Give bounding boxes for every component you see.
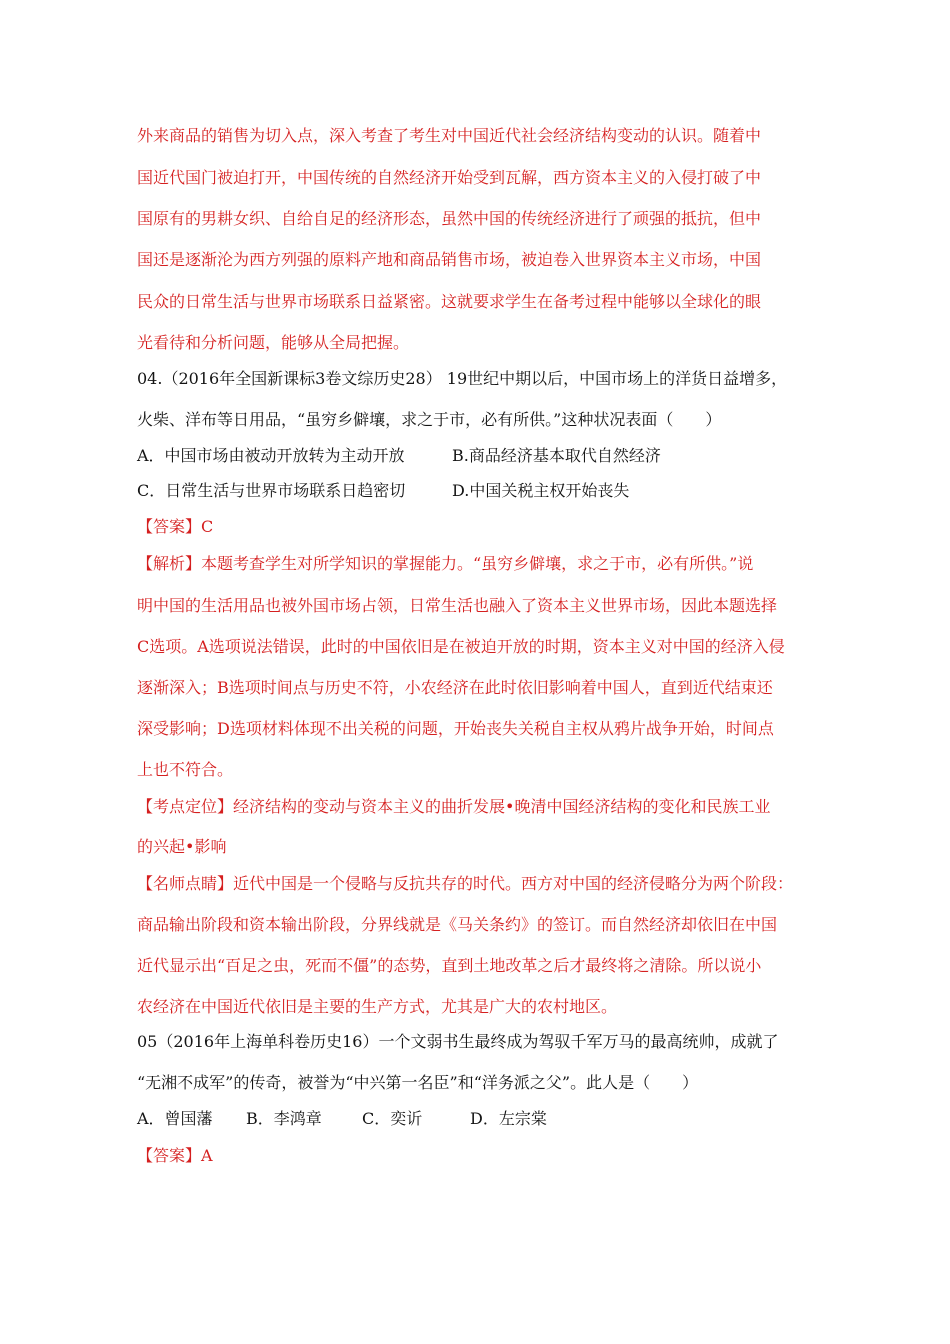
commentary-line: 民众的日常生活与世界市场联系日益紧密。这就要求学生在备考过程中能够以全球化的眼 [137, 292, 762, 311]
exam-point-line: 的兴起•影响 [137, 837, 227, 856]
analysis-line: 【解析】本题考查学生对所学知识的掌握能力。“虽穷乡僻壤，求之于市，必有所供。”说 [137, 554, 754, 573]
question-stem-line: 05（2016年上海单科卷历史16）一个文弱书生最终成为驾驭千军万马的最高统帅，成就了 [137, 1032, 779, 1051]
commentary-line: 国还是逐渐沦为西方列强的原料产地和商品销售市场，被迫卷入世界资本主义市场，中国 [137, 250, 762, 269]
option-a: A．中国市场由被动开放转为主动开放 [137, 446, 405, 465]
analysis-line: C选项。A选项说法错误，此时的中国依旧是在被迫开放的时期，资本主义对中国的经济入侵 [137, 637, 785, 656]
analysis-line: 逐渐深入；B选项时间点与历史不符，小农经济在此时依旧影响着中国人，直到近代结束还 [137, 678, 773, 697]
commentary-line: 国近代国门被迫打开，中国传统的自然经济开始受到瓦解，西方资本主义的入侵打破了中 [137, 168, 762, 187]
option-b: B.商品经济基本取代自然经济 [452, 446, 661, 465]
question-stem-line: “无湘不成军”的传奇，被誉为“中兴第一名臣”和“洋务派之父”。此人是（ ） [137, 1073, 699, 1092]
teacher-note-line: 【名师点睛】近代中国是一个侵略与反抗共存的时代。西方对中国的经济侵略分为两个阶段： [137, 874, 794, 893]
commentary-line: 国原有的男耕女织、自给自足的经济形态，虽然中国的传统经济进行了顽强的抵抗，但中 [137, 209, 762, 228]
analysis-line: 明中国的生活用品也被外国市场占领，日常生活也融入了资本主义世界市场，因此本题选择 [137, 596, 778, 615]
commentary-line: 外来商品的销售为切入点，深入考查了考生对中国近代社会经济结构变动的认识。随着中 [137, 126, 762, 145]
analysis-line: 深受影响；D选项材料体现不出关税的问题，开始丧失关税自主权从鸦片战争开始，时间点 [137, 719, 774, 738]
teacher-note-line: 商品输出阶段和资本输出阶段，分界线就是《马关条约》的签订。而自然经济却依旧在中国 [137, 915, 778, 934]
answer-label: 【答案】C [137, 517, 214, 536]
question-stem-line: 04.（2016年全国新课标3卷文综历史28） 19世纪中期以后，中国市场上的洋货日益增多， [137, 369, 788, 388]
option-c: C．奕䜣 [362, 1109, 423, 1128]
commentary-line: 光看待和分析问题，能够从全局把握。 [137, 333, 410, 352]
option-d: D.中国关税主权开始丧失 [452, 481, 630, 500]
option-a: A．曾国藩 [137, 1109, 213, 1128]
exam-point-line: 【考点定位】经济结构的变动与资本主义的曲折发展•晚清中国经济结构的变化和民族工业 [137, 797, 771, 816]
option-c: C．日常生活与世界市场联系日趋密切 [137, 481, 406, 500]
answer-label: 【答案】A [137, 1146, 213, 1165]
teacher-note-line: 近代显示出“百足之虫，死而不僵”的态势，直到土地改革之后才最终将之清除。所以说小 [137, 956, 762, 975]
teacher-note-line: 农经济在中国近代依旧是主要的生产方式，尤其是广大的农村地区。 [137, 997, 618, 1016]
option-d: D．左宗棠 [470, 1109, 547, 1128]
analysis-line: 上也不符合。 [137, 760, 234, 779]
question-stem-line: 火柴、洋布等日用品，“虽穷乡僻壤，求之于市，必有所供。”这种状况表面（ ） [137, 410, 722, 429]
option-b: B．李鸿章 [246, 1109, 322, 1128]
